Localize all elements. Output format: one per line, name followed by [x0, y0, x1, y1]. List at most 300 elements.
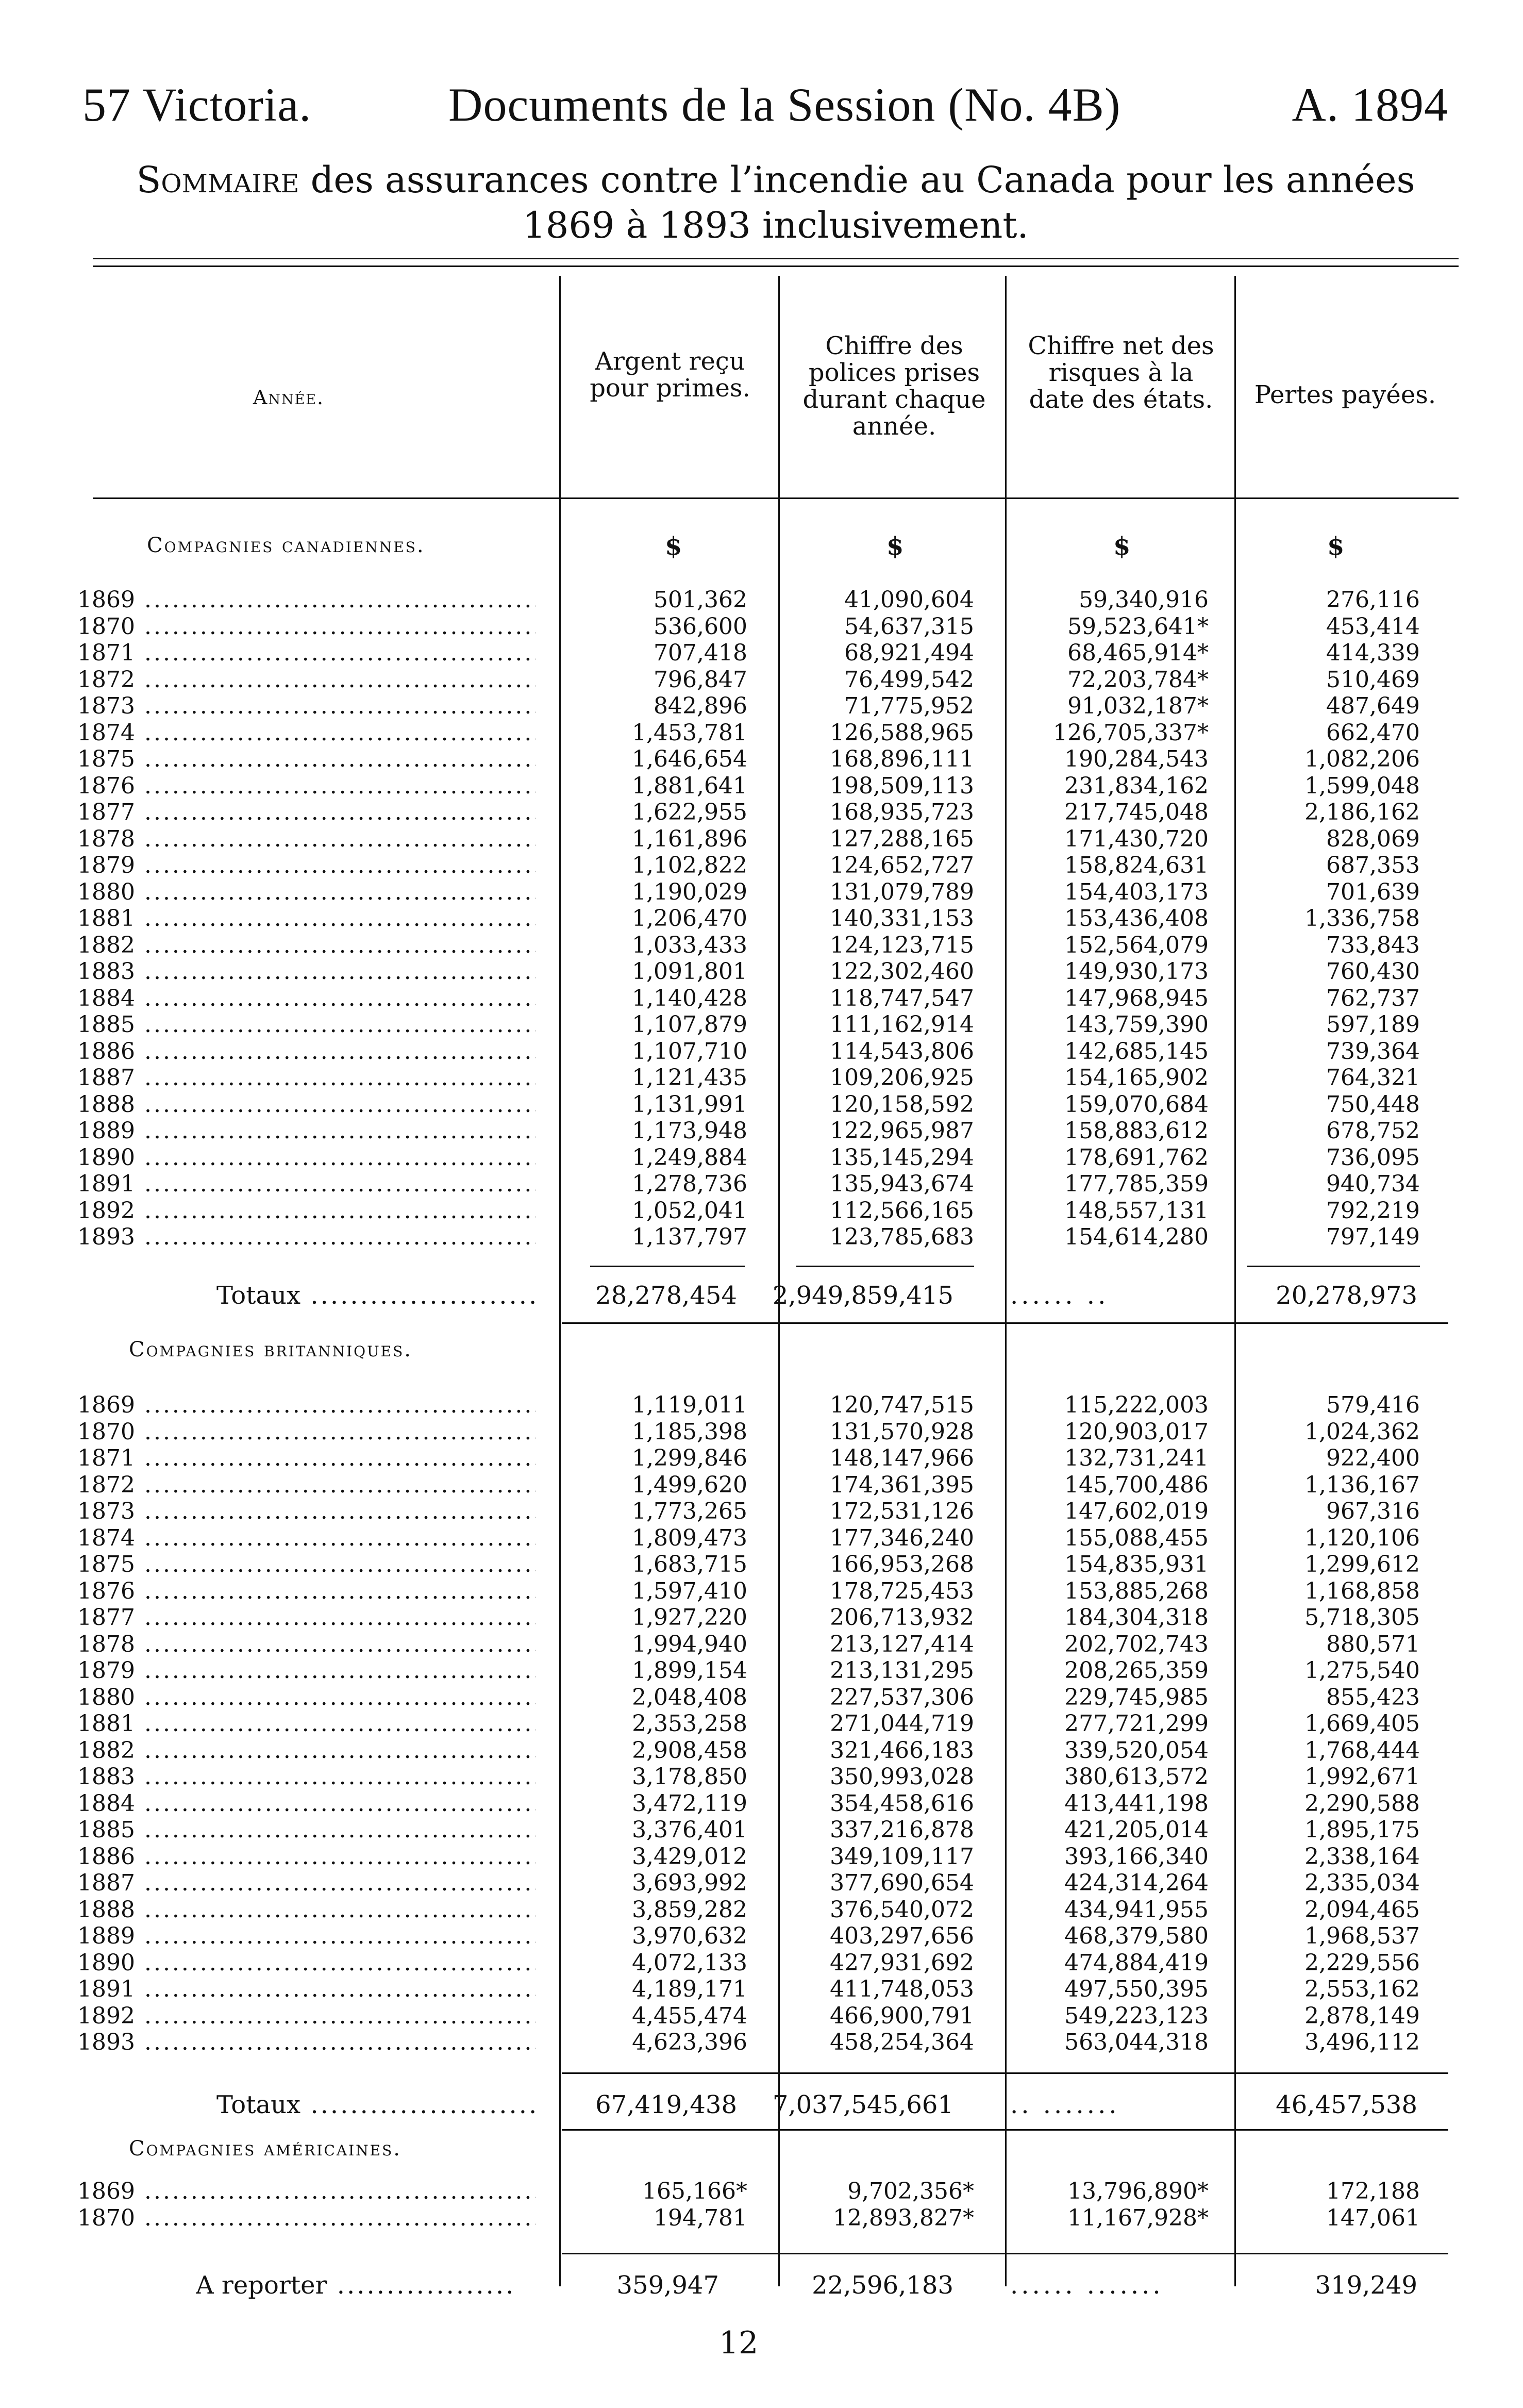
risks-cell: 158,883,612	[1064, 1118, 1209, 1144]
table-row	[0, 985, 1523, 1012]
losses-cell: 1,968,537	[1304, 1923, 1420, 1949]
losses-cell: 2,186,162	[1304, 799, 1420, 825]
premiums-cell: 165,166*	[642, 2178, 747, 2204]
premiums-cell: 4,455,474	[632, 2002, 747, 2029]
premiums-cell: 1,881,641	[632, 772, 747, 799]
risks-cell: 497,550,395	[1064, 1976, 1209, 2002]
premiums-cell: 1,121,435	[632, 1065, 747, 1091]
risks-cell: 563,044,318	[1064, 2029, 1209, 2055]
table-row	[0, 1224, 1523, 1251]
table-row	[0, 1091, 1523, 1118]
table-row	[0, 2178, 1523, 2205]
losses-cell: 1,120,106	[1304, 1524, 1420, 1551]
year-cell: 1872 .....	[77, 1472, 536, 1499]
policies-cell: 131,570,928	[830, 1418, 974, 1445]
premiums-cell: 3,693,992	[632, 1870, 747, 1896]
year-cell: 1869 .....	[77, 1392, 536, 1419]
losses-cell: 662,470	[1326, 719, 1420, 746]
header-document: Documents de la Session (No. 4B)	[448, 78, 1121, 131]
totals-rule	[562, 2253, 1448, 2254]
losses-cell: 750,448	[1326, 1091, 1420, 1118]
table-row	[0, 1631, 1523, 1658]
losses-cell: 940,734	[1326, 1171, 1420, 1197]
risks-cell: 413,441,198	[1064, 1790, 1209, 1817]
policies-cell: 427,931,692	[830, 1949, 974, 1976]
risks-cell: 152,564,079	[1064, 932, 1209, 958]
risks-cell: 154,403,173	[1064, 878, 1209, 905]
risks-cell: 59,340,916	[1079, 587, 1209, 613]
column-header-risks: Chiffre net des risques à la date des états.	[1028, 331, 1214, 414]
policies-cell: 177,346,240	[830, 1524, 974, 1551]
risks-cell: 184,304,318	[1064, 1604, 1209, 1631]
table-row	[0, 667, 1523, 693]
losses-cell: 1,336,758	[1304, 905, 1420, 932]
policies-cell: 12,893,827*	[833, 2204, 974, 2231]
losses-cell: 453,414	[1326, 613, 1420, 640]
premiums-cell: 1,453,781	[632, 719, 747, 746]
header-year: A. 1894	[1292, 78, 1448, 131]
losses-cell: 2,338,164	[1304, 1843, 1420, 1870]
year-cell: 1876 .....	[77, 1578, 536, 1605]
column-header-premiums: Argent reçu pour primes.	[590, 347, 750, 403]
risks-cell: 147,602,019	[1064, 1498, 1209, 1524]
policies-cell: 120,158,592	[830, 1091, 974, 1118]
table-row	[0, 2205, 1523, 2232]
policies-cell: 198,509,113	[830, 772, 974, 799]
section-title-canadian: Compagnies canadiennes.	[147, 534, 425, 557]
year-cell: 1874 .....	[77, 1525, 536, 1552]
losses-cell: 1,599,048	[1304, 772, 1420, 799]
policies-cell: 349,109,117	[830, 1843, 974, 1870]
table-row	[0, 1171, 1523, 1198]
risks-cell: 421,205,014	[1064, 1817, 1209, 1843]
losses-cell: 1,275,540	[1304, 1657, 1420, 1684]
totals-rule	[796, 1266, 974, 1267]
losses-cell: 967,316	[1326, 1498, 1420, 1524]
policies-cell: 337,216,878	[830, 1817, 974, 1843]
year-cell: 1891 .....	[77, 1976, 536, 2003]
policies-cell: 124,123,715	[830, 932, 974, 958]
policies-cell: 321,466,183	[830, 1737, 974, 1764]
year-cell: 1891 .....	[77, 1171, 536, 1198]
policies-cell: 376,540,072	[830, 1896, 974, 1923]
risks-cell: 142,685,145	[1064, 1038, 1209, 1065]
table-row	[0, 640, 1523, 667]
policies-cell: 109,206,925	[830, 1065, 974, 1091]
year-cell: 1885 .....	[77, 1011, 536, 1038]
policies-cell: 178,725,453	[830, 1577, 974, 1604]
losses-cell: 855,423	[1326, 1684, 1420, 1710]
premiums-cell: 4,189,171	[632, 1976, 747, 2002]
premiums-cell: 1,249,884	[632, 1144, 747, 1171]
table-row	[0, 1011, 1523, 1038]
totals-premiums: 359,947	[616, 2271, 719, 2300]
losses-cell: 2,878,149	[1304, 2002, 1420, 2029]
policies-cell: 354,458,616	[830, 1790, 974, 1817]
policies-cell: 118,747,547	[830, 985, 974, 1011]
policies-cell: 114,543,806	[830, 1038, 974, 1065]
premiums-cell: 796,847	[654, 666, 747, 693]
table-row	[0, 2029, 1523, 2056]
risks-cell: 424,314,264	[1064, 1870, 1209, 1896]
losses-cell: 764,321	[1326, 1065, 1420, 1091]
year-cell: 1887 .....	[77, 1065, 536, 1091]
table-row	[0, 1498, 1523, 1525]
totals-rule	[1247, 1266, 1420, 1267]
risks-cell: 339,520,054	[1064, 1737, 1209, 1764]
premiums-cell: 1,185,398	[632, 1418, 747, 1445]
year-cell: 1890 .....	[77, 1144, 536, 1171]
policies-cell: 71,775,952	[844, 693, 974, 719]
year-cell: 1889 .....	[77, 1923, 536, 1950]
premiums-cell: 194,781	[654, 2204, 747, 2231]
totals-rule	[562, 2072, 1448, 2074]
table-row	[0, 1551, 1523, 1578]
premiums-cell: 3,859,282	[632, 1896, 747, 1923]
losses-cell: 828,069	[1326, 825, 1420, 852]
table-row	[0, 1790, 1523, 1817]
table-row	[0, 773, 1523, 800]
table-row	[0, 1923, 1523, 1950]
title-lead: Sommaire	[136, 159, 299, 201]
totals-risks: ...... ..	[1010, 1281, 1109, 1310]
totals-premiums: 67,419,438	[595, 2090, 737, 2119]
column-header-losses: Pertes payées.	[1254, 380, 1436, 409]
table-row	[0, 852, 1523, 879]
risks-cell: 68,465,914*	[1067, 640, 1209, 666]
risks-cell: 126,705,337*	[1053, 719, 1209, 746]
table-row	[0, 1419, 1523, 1446]
risks-cell: 231,834,162	[1064, 772, 1209, 799]
year-cell: 1884 .....	[77, 1790, 536, 1817]
premiums-cell: 2,353,258	[632, 1710, 747, 1737]
losses-cell: 2,290,588	[1304, 1790, 1420, 1817]
year-cell: 1875 .....	[77, 746, 536, 773]
policies-cell: 350,993,028	[830, 1764, 974, 1790]
policies-cell: 168,935,723	[830, 799, 974, 825]
policies-cell: 227,537,306	[830, 1684, 974, 1710]
totals-label: Totaux .....	[216, 1281, 536, 1310]
table-row	[0, 1817, 1523, 1844]
totals-row	[0, 2090, 1523, 2121]
risks-cell: 13,796,890*	[1067, 2178, 1209, 2204]
policies-cell: 41,090,604	[844, 587, 974, 613]
risks-cell: 158,824,631	[1064, 852, 1209, 878]
premiums-cell: 536,600	[654, 613, 747, 640]
premiums-cell: 1,161,896	[632, 825, 747, 852]
policies-cell: 140,331,153	[830, 905, 974, 932]
page-number: 12	[719, 2325, 759, 2361]
year-cell: 1878 .....	[77, 826, 536, 853]
policies-cell: 120,747,515	[830, 1392, 974, 1418]
risks-cell: 132,731,241	[1064, 1445, 1209, 1471]
year-cell: 1890 .....	[77, 1950, 536, 1977]
losses-cell: 678,752	[1326, 1118, 1420, 1144]
risks-cell: 474,884,419	[1064, 1949, 1209, 1976]
losses-cell: 1,168,858	[1304, 1577, 1420, 1604]
premiums-cell: 1,809,473	[632, 1524, 747, 1551]
losses-cell: 5,718,305	[1304, 1604, 1420, 1631]
risks-cell: 153,436,408	[1064, 905, 1209, 932]
year-cell: 1870 .....	[77, 613, 536, 640]
losses-cell: 797,149	[1326, 1224, 1420, 1250]
losses-cell: 792,219	[1326, 1197, 1420, 1224]
losses-cell: 701,639	[1326, 878, 1420, 905]
table-row	[0, 1392, 1523, 1419]
losses-cell: 733,843	[1326, 932, 1420, 958]
losses-cell: 762,737	[1326, 985, 1420, 1011]
premiums-cell: 1,052,041	[632, 1197, 747, 1224]
totals-row	[0, 1281, 1523, 1312]
totals-losses: 20,278,973	[1276, 1281, 1417, 1310]
policies-cell: 174,361,395	[830, 1471, 974, 1498]
year-cell: 1886 .....	[77, 1038, 536, 1065]
premiums-cell: 3,178,850	[632, 1764, 747, 1790]
year-cell: 1878 .....	[77, 1631, 536, 1658]
table-row	[0, 1525, 1523, 1552]
premiums-cell: 1,137,797	[632, 1224, 747, 1250]
year-cell: 1873 .....	[77, 1498, 536, 1525]
losses-cell: 2,229,556	[1304, 1949, 1420, 1976]
policies-cell: 458,254,364	[830, 2029, 974, 2055]
year-cell: 1879 .....	[77, 852, 536, 879]
table-title	[93, 157, 1459, 248]
table-row	[0, 720, 1523, 746]
premiums-cell: 1,107,879	[632, 1011, 747, 1038]
year-cell: 1871 .....	[77, 640, 536, 667]
premiums-cell: 1,299,846	[632, 1445, 747, 1471]
policies-cell: 112,566,165	[830, 1197, 974, 1224]
risks-cell: 145,700,486	[1064, 1471, 1209, 1498]
losses-cell: 736,095	[1326, 1144, 1420, 1171]
top-rule-double	[93, 265, 1459, 267]
premiums-cell: 1,773,265	[632, 1498, 747, 1524]
premiums-cell: 1,107,710	[632, 1038, 747, 1065]
premiums-cell: 1,190,029	[632, 878, 747, 905]
risks-cell: 434,941,955	[1064, 1896, 1209, 1923]
year-cell: 1870 .....	[77, 2205, 536, 2232]
losses-cell: 172,188	[1326, 2178, 1420, 2204]
losses-cell: 510,469	[1326, 666, 1420, 693]
table-row	[0, 1710, 1523, 1737]
losses-cell: 1,669,405	[1304, 1710, 1420, 1737]
year-cell: 1885 .....	[77, 1817, 536, 1844]
year-cell: 1893 .....	[77, 2029, 536, 2056]
totals-policies: 7,037,545,661	[772, 2090, 953, 2119]
canadian-rows	[0, 587, 1523, 1251]
premiums-cell: 1,173,948	[632, 1118, 747, 1144]
header-session: 57 Victoria.	[82, 78, 312, 131]
section-rule	[562, 1322, 1448, 1324]
policies-cell: 76,499,542	[844, 666, 974, 693]
premiums-cell: 707,418	[654, 640, 747, 666]
currency-symbol: $	[1327, 532, 1345, 561]
policies-cell: 135,145,294	[830, 1144, 974, 1171]
table-row	[0, 1657, 1523, 1684]
premiums-cell: 3,970,632	[632, 1923, 747, 1949]
table-row	[0, 799, 1523, 826]
risks-cell: 380,613,572	[1064, 1764, 1209, 1790]
premiums-cell: 1,683,715	[632, 1551, 747, 1577]
losses-cell: 2,335,034	[1304, 1870, 1420, 1896]
year-cell: 1874 .....	[77, 720, 536, 746]
totals-policies: 2,949,859,415	[772, 1281, 953, 1310]
risks-cell: 148,557,131	[1064, 1197, 1209, 1224]
title-rest: des assurances contre l’incendie au Canada pour les années 1869 à 1893 inclusivement.	[299, 159, 1415, 246]
year-cell: 1887 .....	[77, 1870, 536, 1897]
losses-cell: 414,339	[1326, 640, 1420, 666]
policies-cell: 148,147,966	[830, 1445, 974, 1471]
premiums-cell: 3,429,012	[632, 1843, 747, 1870]
table-row	[0, 1472, 1523, 1499]
risks-cell: 155,088,455	[1064, 1524, 1209, 1551]
table-row	[0, 1445, 1523, 1472]
totals-losses: 319,249	[1315, 2271, 1417, 2300]
year-cell: 1883 .....	[77, 958, 536, 985]
losses-cell: 1,895,175	[1304, 1817, 1420, 1843]
table-row	[0, 1897, 1523, 1923]
british-rows	[0, 1392, 1523, 2056]
table-row	[0, 587, 1523, 613]
losses-cell: 597,189	[1326, 1011, 1420, 1038]
premiums-cell: 3,472,119	[632, 1790, 747, 1817]
losses-cell: 1,136,167	[1304, 1471, 1420, 1498]
premiums-cell: 1,131,991	[632, 1091, 747, 1118]
table-row	[0, 1065, 1523, 1091]
losses-cell: 1,768,444	[1304, 1737, 1420, 1764]
policies-cell: 122,302,460	[830, 958, 974, 985]
totals-losses: 46,457,538	[1276, 2090, 1417, 2119]
table-row	[0, 693, 1523, 720]
premiums-cell: 1,206,470	[632, 905, 747, 932]
section-title-british: Compagnies britanniques.	[129, 1338, 413, 1361]
table-row	[0, 826, 1523, 853]
risks-cell: 171,430,720	[1064, 825, 1209, 852]
losses-cell: 760,430	[1326, 958, 1420, 985]
losses-cell: 276,116	[1326, 587, 1420, 613]
risks-cell: 147,968,945	[1064, 985, 1209, 1011]
premiums-cell: 1,278,736	[632, 1171, 747, 1197]
totals-risks: .. .......	[1010, 2090, 1120, 2119]
policies-cell: 9,702,356*	[847, 2178, 974, 2204]
losses-cell: 487,649	[1326, 693, 1420, 719]
risks-cell: 153,885,268	[1064, 1577, 1209, 1604]
risks-cell: 120,903,017	[1064, 1418, 1209, 1445]
table-row	[0, 1604, 1523, 1631]
risks-cell: 277,721,299	[1064, 1710, 1209, 1737]
premiums-cell: 1,499,620	[632, 1471, 747, 1498]
policies-cell: 166,953,268	[830, 1551, 974, 1577]
year-cell: 1888 .....	[77, 1897, 536, 1923]
premiums-cell: 2,048,408	[632, 1684, 747, 1710]
risks-cell: 177,785,359	[1064, 1171, 1209, 1197]
losses-cell: 147,061	[1326, 2204, 1420, 2231]
carry-forward-label: A reporter .....	[196, 2271, 515, 2300]
year-cell: 1873 .....	[77, 693, 536, 720]
year-cell: 1880 .....	[77, 879, 536, 906]
losses-cell: 1,082,206	[1304, 746, 1420, 772]
year-cell: 1884 .....	[77, 985, 536, 1012]
year-cell: 1869 .....	[77, 587, 536, 613]
premiums-cell: 4,623,396	[632, 2029, 747, 2055]
year-cell: 1892 .....	[77, 2003, 536, 2030]
premiums-cell: 1,994,940	[632, 1631, 747, 1657]
risks-cell: 549,223,123	[1064, 2002, 1209, 2029]
premiums-cell: 1,033,433	[632, 932, 747, 958]
risks-cell: 11,167,928*	[1067, 2204, 1209, 2231]
risks-cell: 178,691,762	[1064, 1144, 1209, 1171]
premiums-cell: 1,927,220	[632, 1604, 747, 1631]
year-cell: 1876 .....	[77, 773, 536, 800]
year-cell: 1882 .....	[77, 932, 536, 959]
year-cell: 1879 .....	[77, 1657, 536, 1684]
table-row	[0, 879, 1523, 906]
year-cell: 1892 .....	[77, 1198, 536, 1224]
currency-symbol: $	[665, 532, 682, 561]
year-cell: 1872 .....	[77, 667, 536, 693]
year-cell: 1877 .....	[77, 1604, 536, 1631]
policies-cell: 68,921,494	[844, 640, 974, 666]
risks-cell: 72,203,784*	[1067, 666, 1209, 693]
premiums-cell: 4,072,133	[632, 1949, 747, 1976]
losses-cell: 739,364	[1326, 1038, 1420, 1065]
risks-cell: 393,166,340	[1064, 1843, 1209, 1870]
year-cell: 1881 .....	[77, 1710, 536, 1737]
losses-cell: 880,571	[1326, 1631, 1420, 1657]
premiums-cell: 3,376,401	[632, 1817, 747, 1843]
table-row	[0, 1764, 1523, 1790]
risks-cell: 149,930,173	[1064, 958, 1209, 985]
risks-cell: 91,032,187*	[1067, 693, 1209, 719]
totals-policies: 22,596,183	[812, 2271, 953, 2300]
risks-cell: 154,835,931	[1064, 1551, 1209, 1577]
section-rule	[562, 2129, 1448, 2131]
losses-cell: 579,416	[1326, 1392, 1420, 1418]
policies-cell: 127,288,165	[830, 825, 974, 852]
totals-row	[0, 2271, 1523, 2302]
top-rule	[93, 258, 1459, 259]
year-cell: 1888 .....	[77, 1091, 536, 1118]
policies-cell: 411,748,053	[830, 1976, 974, 2002]
section-title-american: Compagnies américaines.	[129, 2137, 401, 2161]
premiums-cell: 1,102,822	[632, 852, 747, 878]
table-row	[0, 1578, 1523, 1605]
table-row	[0, 2003, 1523, 2030]
year-cell: 1870 .....	[77, 1419, 536, 1446]
policies-cell: 172,531,126	[830, 1498, 974, 1524]
year-cell: 1886 .....	[77, 1844, 536, 1870]
policies-cell: 271,044,719	[830, 1710, 974, 1737]
premiums-cell: 1,646,654	[632, 746, 747, 772]
column-header-policies: Chiffre des polices prises durant chaque année.	[802, 331, 986, 441]
year-cell: 1893 .....	[77, 1224, 536, 1251]
policies-cell: 466,900,791	[830, 2002, 974, 2029]
losses-cell: 1,024,362	[1304, 1418, 1420, 1445]
totals-rule	[590, 1266, 745, 1267]
totals-premiums: 28,278,454	[595, 1281, 737, 1310]
premiums-cell: 1,597,410	[632, 1577, 747, 1604]
policies-cell: 54,637,315	[844, 613, 974, 640]
risks-cell: 143,759,390	[1064, 1011, 1209, 1038]
risks-cell: 59,523,641*	[1067, 613, 1209, 640]
year-cell: 1880 .....	[77, 1684, 536, 1711]
premiums-cell: 501,362	[654, 587, 747, 613]
policies-cell: 126,588,965	[830, 719, 974, 746]
year-cell: 1882 .....	[77, 1737, 536, 1764]
risks-cell: 217,745,048	[1064, 799, 1209, 825]
year-cell: 1889 .....	[77, 1118, 536, 1144]
year-cell: 1871 .....	[77, 1445, 536, 1472]
